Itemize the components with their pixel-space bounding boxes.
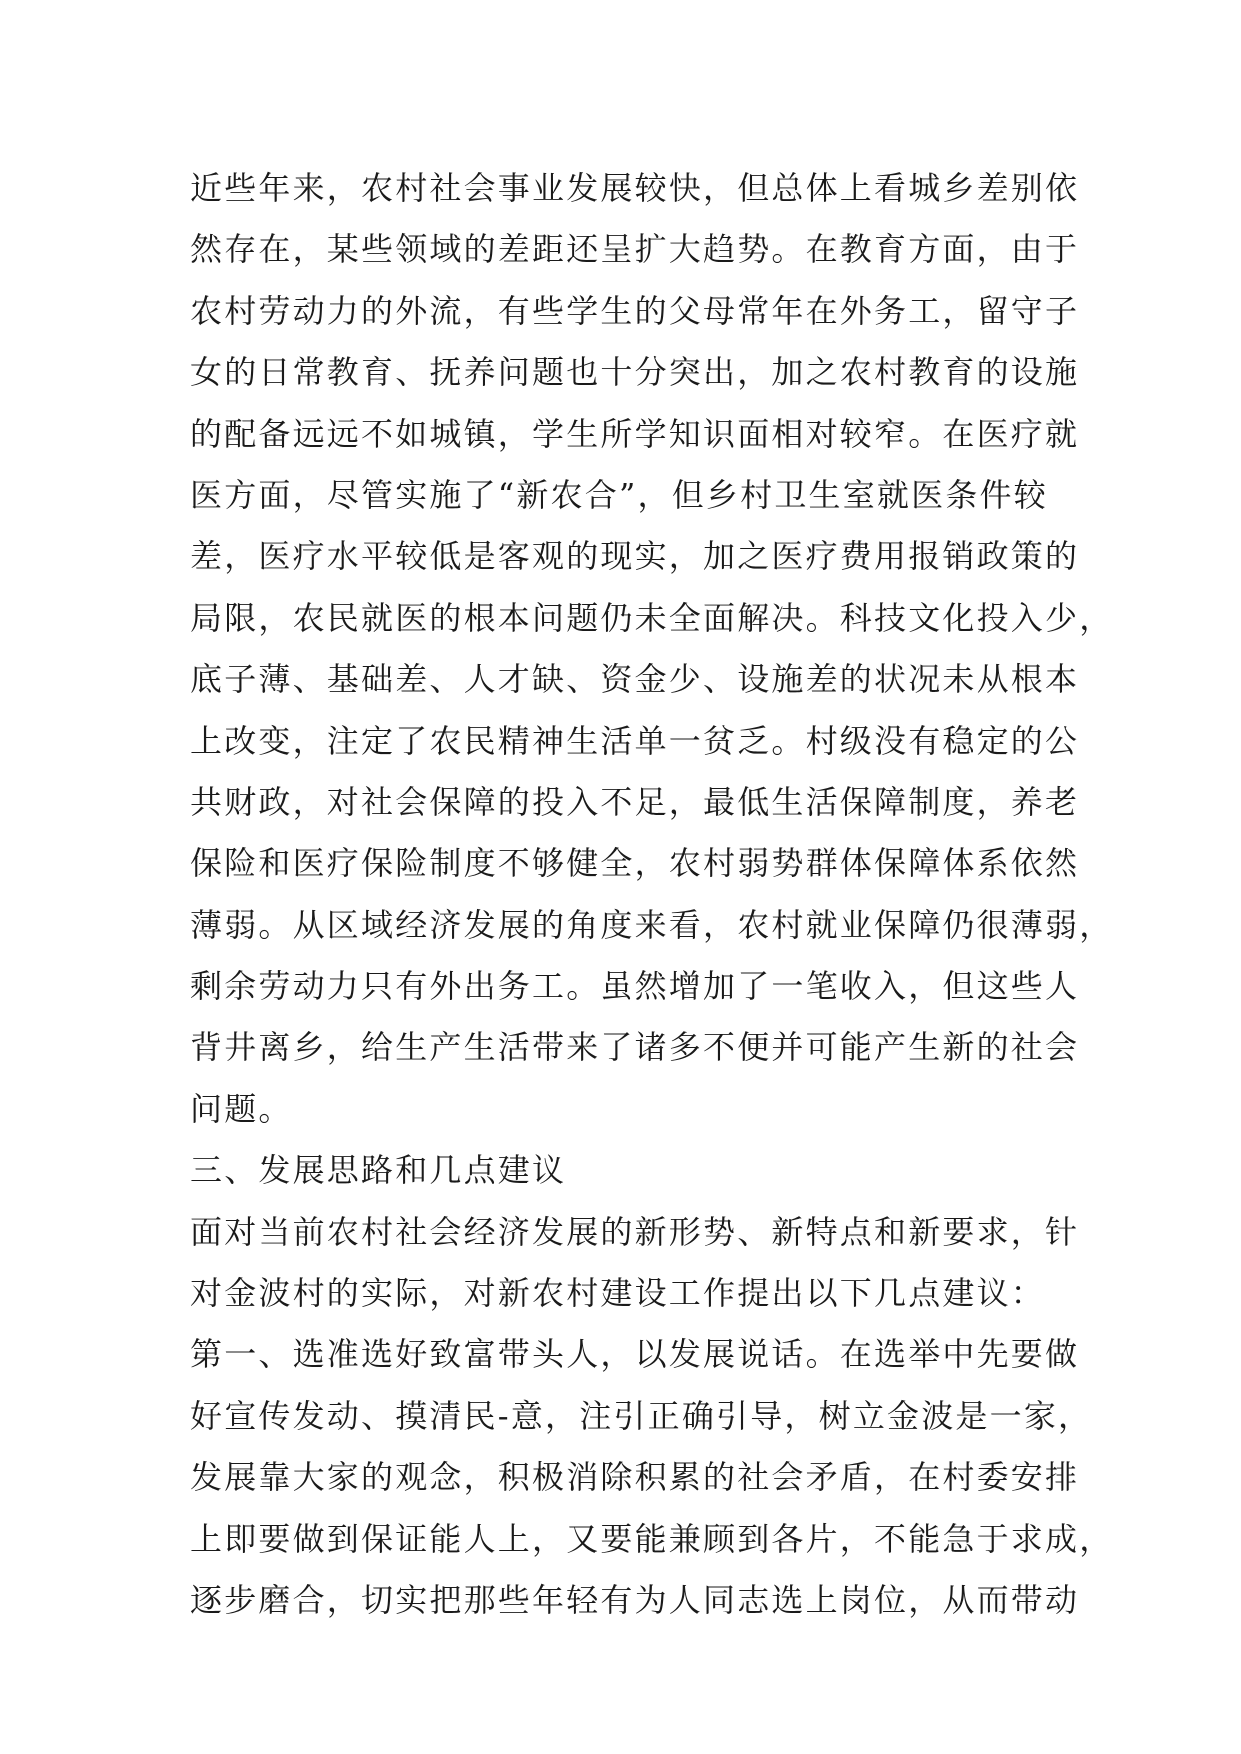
text-line: 面对当前农村社会经济发展的新形势、新特点和新要求，针 [190,1212,1080,1251]
text-line: 差，医疗水平较低是客观的现实，加之医疗费用报销政策的 [190,537,1080,576]
text-line: 局限，农民就医的根本问题仍未全面解决。科技文化投入少， [190,598,1114,637]
text-line: 剩余劳动力只有外出务工。虽然增加了一笔收入，但这些人 [190,967,1080,1006]
text-line: 薄弱。从区域经济发展的角度来看，农村就业保障仍很薄弱， [190,905,1114,944]
text-line: 逐步磨合，切实把那些年轻有为人同志选上岗位，从而带动 [190,1580,1080,1619]
text-line: 好宣传发动、摸清民-意，注引正确引导，树立金波是一家， [190,1396,1093,1435]
text-line: 背井离乡，给生产生活带来了诸多不便并可能产生新的社会 [190,1028,1080,1067]
text-line: 上即要做到保证能人上，又要能兼顾到各片，不能急于求成， [190,1519,1114,1558]
text-line: 保险和医疗保险制度不够健全，农村弱势群体保障体系依然 [190,844,1080,883]
text-line: 对金波村的实际，对新农村建设工作提出以下几点建议： [190,1274,1046,1313]
text-line: 上改变，注定了农民精神生活单一贫乏。村级没有稳定的公 [190,721,1080,760]
text-line: 医方面，尽管实施了“新农合”，但乡村卫生室就医条件较 [190,475,1048,514]
body-text [190,158,1114,1631]
text-line: 女的日常教育、抚养问题也十分突出，加之农村教育的设施 [190,353,1080,392]
text-line: 第一、选准选好致富带头人，以发展说话。在选举中先要做 [190,1335,1080,1374]
section-heading: 三、发展思路和几点建议 [190,1151,567,1190]
text-line: 问题。 [190,1089,293,1128]
text-line: 底子薄、基础差、人才缺、资金少、设施差的状况未从根本 [190,660,1080,699]
text-line: 农村劳动力的外流，有些学生的父母常年在外务工，留守子 [190,291,1080,330]
text-line: 发展靠大家的观念，积极消除积累的社会矛盾，在村委安排 [190,1458,1080,1497]
text-line: 的配备远远不如城镇，学生所学知识面相对较窄。在医疗就 [190,414,1080,453]
text-line: 共财政，对社会保障的投入不足，最低生活保障制度，养老 [190,782,1080,821]
text-line: 然存在，某些领域的差距还呈扩大趋势。在教育方面，由于 [190,230,1080,269]
text-line: 近些年来，农村社会事业发展较快，但总体上看城乡差别依 [190,169,1080,207]
